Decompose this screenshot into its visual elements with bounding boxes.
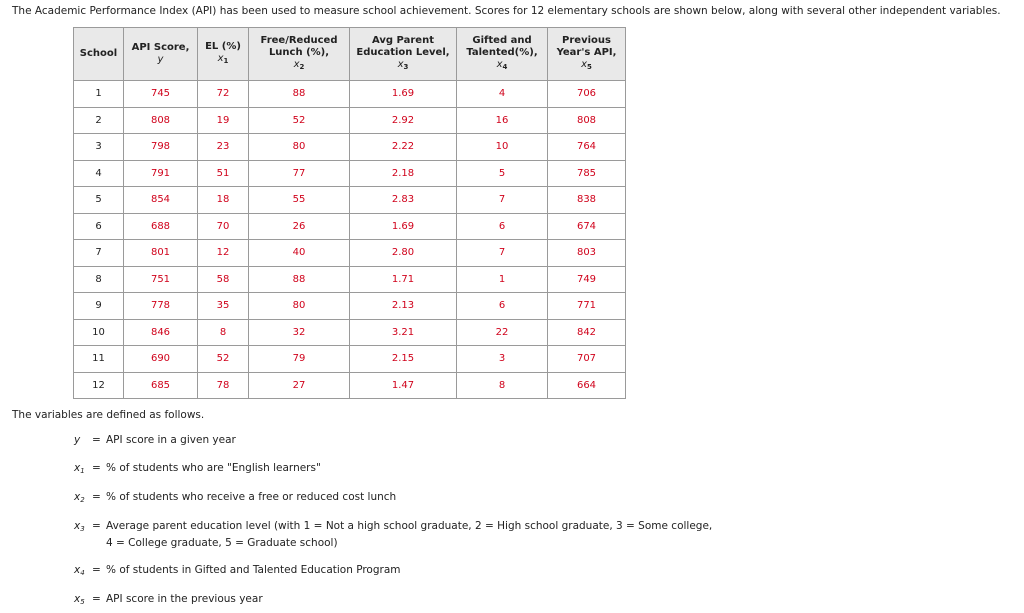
free-lunch-cell: 88	[249, 81, 350, 108]
header-symbol: x	[217, 53, 224, 64]
gifted-cell: 22	[457, 319, 548, 346]
table-row	[74, 293, 626, 320]
header-subscript: 5	[587, 63, 592, 71]
api-score-cell: 778	[124, 293, 198, 320]
header-symbol: x	[496, 59, 503, 70]
definition-symbol: $x_4$	[74, 564, 85, 577]
definition-equals: =	[92, 462, 101, 474]
definition-text: API score in the previous year	[106, 593, 263, 605]
el-cell: 23	[198, 134, 249, 161]
header-label: EL (%)	[205, 41, 241, 52]
definition-symbol: $x_5$	[74, 593, 85, 606]
api-score-cell: 808	[124, 107, 198, 134]
el-cell: 58	[198, 266, 249, 293]
gifted-cell: 6	[457, 293, 548, 320]
gifted-cell: 5	[457, 160, 548, 187]
school-cell: 1	[74, 81, 124, 108]
definition-x1	[74, 461, 321, 478]
free-lunch-cell: 79	[249, 346, 350, 373]
definition-x5	[74, 592, 263, 609]
previous-api-cell: 707	[548, 346, 626, 373]
header-el	[198, 28, 249, 81]
table-row	[74, 346, 626, 373]
definition-text: % of students who are "English learners"	[106, 462, 321, 474]
free-lunch-cell: 80	[249, 134, 350, 161]
table-row	[74, 134, 626, 161]
parent-education-cell: 2.83	[350, 187, 457, 214]
previous-api-cell: 842	[548, 319, 626, 346]
definition-text: Average parent education level (with 1 = Not a high school graduate, 2 = High school graduate, 3 = Some college,	[106, 520, 713, 532]
el-cell: 12	[198, 240, 249, 267]
gifted-cell: 7	[457, 240, 548, 267]
el-cell: 18	[198, 187, 249, 214]
school-cell: 12	[74, 372, 124, 399]
parent-education-cell: 1.69	[350, 81, 457, 108]
el-cell: 35	[198, 293, 249, 320]
definition-text-continued: 4 = College graduate, 5 = Graduate school)	[106, 537, 338, 549]
definition-equals: =	[92, 520, 101, 532]
api-data-table	[73, 27, 626, 399]
header-parent-education	[350, 28, 457, 81]
header-free-lunch	[249, 28, 350, 81]
api-score-cell: 751	[124, 266, 198, 293]
api-score-cell: 791	[124, 160, 198, 187]
definition-x2	[74, 490, 396, 507]
previous-api-cell: 749	[548, 266, 626, 293]
definition-equals: =	[92, 434, 101, 446]
gifted-cell: 7	[457, 187, 548, 214]
definition-x4	[74, 563, 401, 580]
el-cell: 19	[198, 107, 249, 134]
api-score-cell: 688	[124, 213, 198, 240]
school-cell: 3	[74, 134, 124, 161]
free-lunch-cell: 52	[249, 107, 350, 134]
header-symbol: x	[581, 59, 588, 70]
definitions-title: The variables are defined as follows.	[12, 409, 205, 421]
table-header-row	[74, 28, 626, 81]
header-label: Previous	[562, 35, 611, 46]
definition-text: API score in a given year	[106, 434, 236, 446]
parent-education-cell: 2.22	[350, 134, 457, 161]
api-score-cell: 685	[124, 372, 198, 399]
school-cell: 4	[74, 160, 124, 187]
parent-education-cell: 2.80	[350, 240, 457, 267]
parent-education-cell: 1.47	[350, 372, 457, 399]
previous-api-cell: 803	[548, 240, 626, 267]
parent-education-cell: 3.21	[350, 319, 457, 346]
header-previous-api	[548, 28, 626, 81]
el-cell: 78	[198, 372, 249, 399]
header-label-line2: Year's API,	[556, 47, 617, 58]
header-subscript: 1	[223, 57, 229, 65]
header-subscript: 4	[502, 63, 508, 71]
header-gifted-talented	[457, 28, 548, 81]
previous-api-cell: 785	[548, 160, 626, 187]
el-cell: 70	[198, 213, 249, 240]
free-lunch-cell: 26	[249, 213, 350, 240]
previous-api-cell: 706	[548, 81, 626, 108]
api-score-cell: 798	[124, 134, 198, 161]
table-row	[74, 372, 626, 399]
parent-education-cell: 2.18	[350, 160, 457, 187]
api-score-cell: 690	[124, 346, 198, 373]
header-label: Gifted and	[472, 35, 532, 46]
school-cell: 11	[74, 346, 124, 373]
api-score-cell: 745	[124, 81, 198, 108]
el-cell: 72	[198, 81, 249, 108]
parent-education-cell: 1.69	[350, 213, 457, 240]
parent-education-cell: 2.92	[350, 107, 457, 134]
header-school	[74, 28, 124, 81]
header-label-line2: Talented(%),	[466, 47, 538, 58]
el-cell: 8	[198, 319, 249, 346]
school-cell: 8	[74, 266, 124, 293]
table-row	[74, 213, 626, 240]
free-lunch-cell: 80	[249, 293, 350, 320]
table-row	[74, 160, 626, 187]
school-cell: 9	[74, 293, 124, 320]
free-lunch-cell: 27	[249, 372, 350, 399]
table-row	[74, 81, 626, 108]
previous-api-cell: 838	[548, 187, 626, 214]
definition-text: % of students who receive a free or reduced cost lunch	[106, 491, 397, 503]
free-lunch-cell: 32	[249, 319, 350, 346]
definition-equals: =	[92, 564, 101, 576]
header-subscript: 2	[299, 63, 305, 71]
header-subscript: 3	[403, 63, 409, 71]
parent-education-cell: 2.15	[350, 346, 457, 373]
api-score-cell: 846	[124, 319, 198, 346]
school-cell: 10	[74, 319, 124, 346]
header-label: Free/Reduced	[260, 35, 338, 46]
header-symbol: x	[397, 59, 404, 70]
gifted-cell: 1	[457, 266, 548, 293]
definition-x3	[74, 519, 712, 550]
table-row	[74, 107, 626, 134]
table-row	[74, 187, 626, 214]
header-symbol: x	[293, 59, 300, 70]
gifted-cell: 4	[457, 81, 548, 108]
school-cell: 6	[74, 213, 124, 240]
definition-symbol: $x_2$	[74, 491, 85, 504]
definition-symbol: $x_3$	[74, 520, 85, 533]
el-cell: 51	[198, 160, 249, 187]
header-symbol: y	[157, 54, 164, 65]
definition-equals: =	[92, 593, 101, 605]
definition-symbol: y	[74, 434, 81, 446]
free-lunch-cell: 88	[249, 266, 350, 293]
previous-api-cell: 664	[548, 372, 626, 399]
free-lunch-cell: 55	[249, 187, 350, 214]
gifted-cell: 3	[457, 346, 548, 373]
definition-symbol: $x_1$	[74, 462, 85, 475]
gifted-cell: 6	[457, 213, 548, 240]
gifted-cell: 16	[457, 107, 548, 134]
gifted-cell: 8	[457, 372, 548, 399]
parent-education-cell: 2.13	[350, 293, 457, 320]
table-row	[74, 240, 626, 267]
previous-api-cell: 808	[548, 107, 626, 134]
table-row	[74, 319, 626, 346]
header-label: School	[79, 48, 118, 59]
header-label: Avg Parent	[372, 35, 434, 46]
parent-education-cell: 1.71	[350, 266, 457, 293]
definition-text: % of students in Gifted and Talented Education Program	[106, 564, 401, 576]
header-label-line2: Education Level,	[356, 47, 450, 58]
header-api-score	[124, 28, 198, 81]
el-cell: 52	[198, 346, 249, 373]
school-cell: 2	[74, 107, 124, 134]
previous-api-cell: 674	[548, 213, 626, 240]
definition-equals: =	[92, 491, 101, 503]
school-cell: 5	[74, 187, 124, 214]
school-cell: 7	[74, 240, 124, 267]
api-score-cell: 801	[124, 240, 198, 267]
table-row	[74, 266, 626, 293]
previous-api-cell: 771	[548, 293, 626, 320]
header-label-line2: Lunch (%),	[268, 47, 330, 58]
free-lunch-cell: 40	[249, 240, 350, 267]
definition-y	[74, 433, 236, 450]
previous-api-cell: 764	[548, 134, 626, 161]
free-lunch-cell: 77	[249, 160, 350, 187]
gifted-cell: 10	[457, 134, 548, 161]
header-label: API Score,	[131, 42, 190, 53]
api-score-cell: 854	[124, 187, 198, 214]
intro-text: The Academic Performance Index (API) has been used to measure school achievement. Scores for 12 elementary schools are shown below, along with several other independent variables.	[12, 5, 1001, 17]
